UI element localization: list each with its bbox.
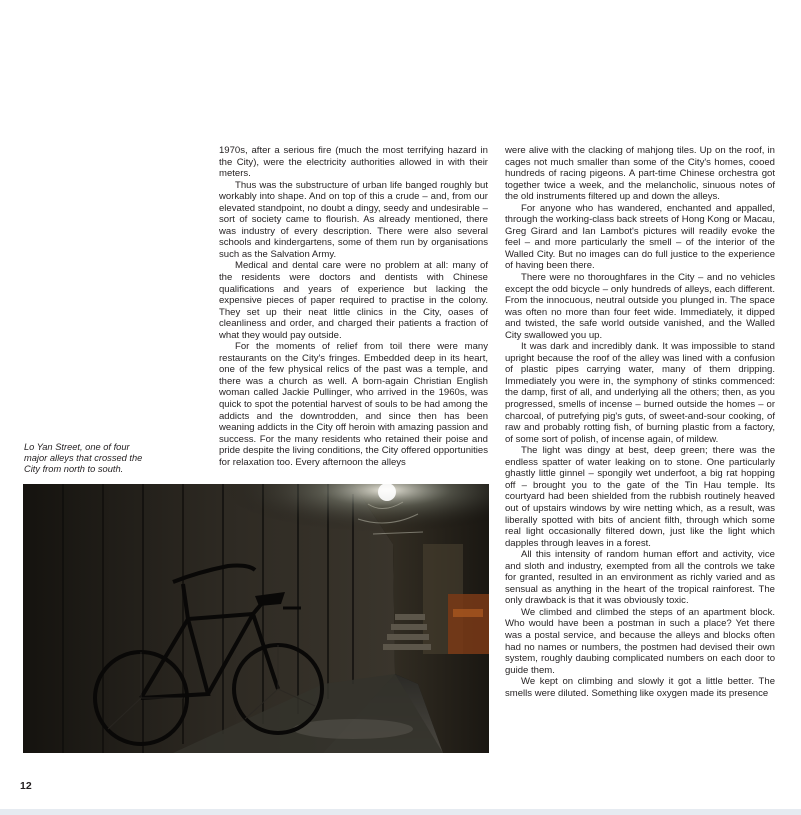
alley-photograph	[23, 484, 489, 753]
page-number: 12	[20, 780, 32, 792]
article-column-right	[505, 145, 775, 699]
paragraph: 1970s, after a serious fire (much the most terrifying hazard in the City), were the electricity authorities allowed in with their meters.	[219, 145, 488, 180]
photo-caption: Lo Yan Street, one of four major alleys that crossed the City from north to south.	[24, 442, 143, 475]
paragraph: All this intensity of random human effort and activity, vice and sloth and industry, exempted from all the controls we take for granted, resulted in an environment as richly varied and as sensual as anything in the heart of the tropical rainforest. The only drawback is that it was obviously toxic.	[505, 549, 775, 607]
paragraph: We climbed and climbed the steps of an apartment block. Who would have been a postman in such a place? Yet there was a postal service, and because the alleys and blocks often had no names or numbers, the postmen had devised their own system, roughly daubing complicated numbers on each door to guide them.	[505, 606, 775, 676]
paragraph: We kept on climbing and slowly it got a little better. The smells were diluted. Something like oxygen made its presence	[505, 676, 775, 699]
paragraph: For anyone who has wandered, enchanted and appalled, through the working-class back streets of Hong Kong or Macau, Greg Girard and Ian Lambot's pictures will readily evoke the feel – and more particularly the smell – of the interior of the Walled City. But no images can do full justice to the experience of having been there.	[505, 202, 775, 272]
paragraph: Medical and dental care were no problem at all: many of the residents were doctors and dentists with Chinese qualifications and years of experience but lacking the expensive pieces of paper required to practise in the colony. They set up their neat little clinics in the City, oases of cleanliness and order, and charged their patients a fraction of what they would pay outside.	[219, 260, 488, 341]
paragraph: It was dark and incredibly dank. It was impossible to stand upright because the roof of the alley was lined with a confusion of plastic pipes carrying water, many of them dripping. Immediately you were in, the symphony of stinks commenced: the damp, first of all, and underlying all the others; then, as you progressed, smells of incense – burned outside the homes – or charcoal, of putrefying pig's guts, of sweet-and-sour cooking, of raw and probably rotting fish, of burning plastic from a factory, of some sort of polish, of incense again, of mildew.	[505, 341, 775, 445]
paragraph: For the moments of relief from toil there were many restaurants on the City's fringes. Embedded deep in its heart, one of the few physical relics of the past was a temple, and there was a church as well. A born-again Christian English woman called Jackie Pullinger, who arrived in the 1960s, was quick to spot the potential harvest of souls to be had among the addicts and the downtrodden, and since then has been weaning addicts in the City off heroin with amazing passion and success. For the many residents who retained their poise and pride despite the living conditions, the City offered opportunities for relaxation too. Every afternoon the alleys	[219, 341, 488, 468]
paragraph: The light was dingy at best, deep green; there was the endless spatter of water leaking on to stone. One particularly ghastly little ginnel – spongily wet underfoot, a big rat hopping off – brought you to the gate of the Tin Hau temple. Its courtyard had been shielded from the rubbish routinely heaved out of upstairs windows by wire netting which, as a result, was liberally spotted with bits of ancient filth, through which some real light occasionally filtered down, just like the light which dapples through leaves in a forest.	[505, 445, 775, 549]
paragraph: Thus was the substructure of urban life banged roughly but workably into shape. And on top of this a crude – and, from our elevated standpoint, no doubt a dingy, seedy and undesirable – sort of society came to flourish. As already mentioned, there was industry of every description. There were also several schools and kindergartens, some of them run by organisations such as the Salvation Army.	[219, 179, 488, 260]
paragraph: There were no thoroughfares in the City – and no vehicles except the odd bicycle – only hundreds of alleys, each different. From the innocuous, neutral outside you plunged in. The space was often no more than four feet wide. Immediately, it dipped and twisted, the safe world outside vanished, and the Walled City swallowed you up.	[505, 272, 775, 341]
article-column-left	[219, 145, 488, 468]
scan-edge	[0, 809, 801, 815]
paragraph: were alive with the clacking of mahjong tiles. Up on the roof, in cages not much smaller than some of the City's homes, cooed hundreds of racing pigeons. A part-time Chinese orchestra got together twice a week, and the melancholic, sinuous notes of the old instruments filtered up and down the alleys.	[505, 145, 775, 203]
